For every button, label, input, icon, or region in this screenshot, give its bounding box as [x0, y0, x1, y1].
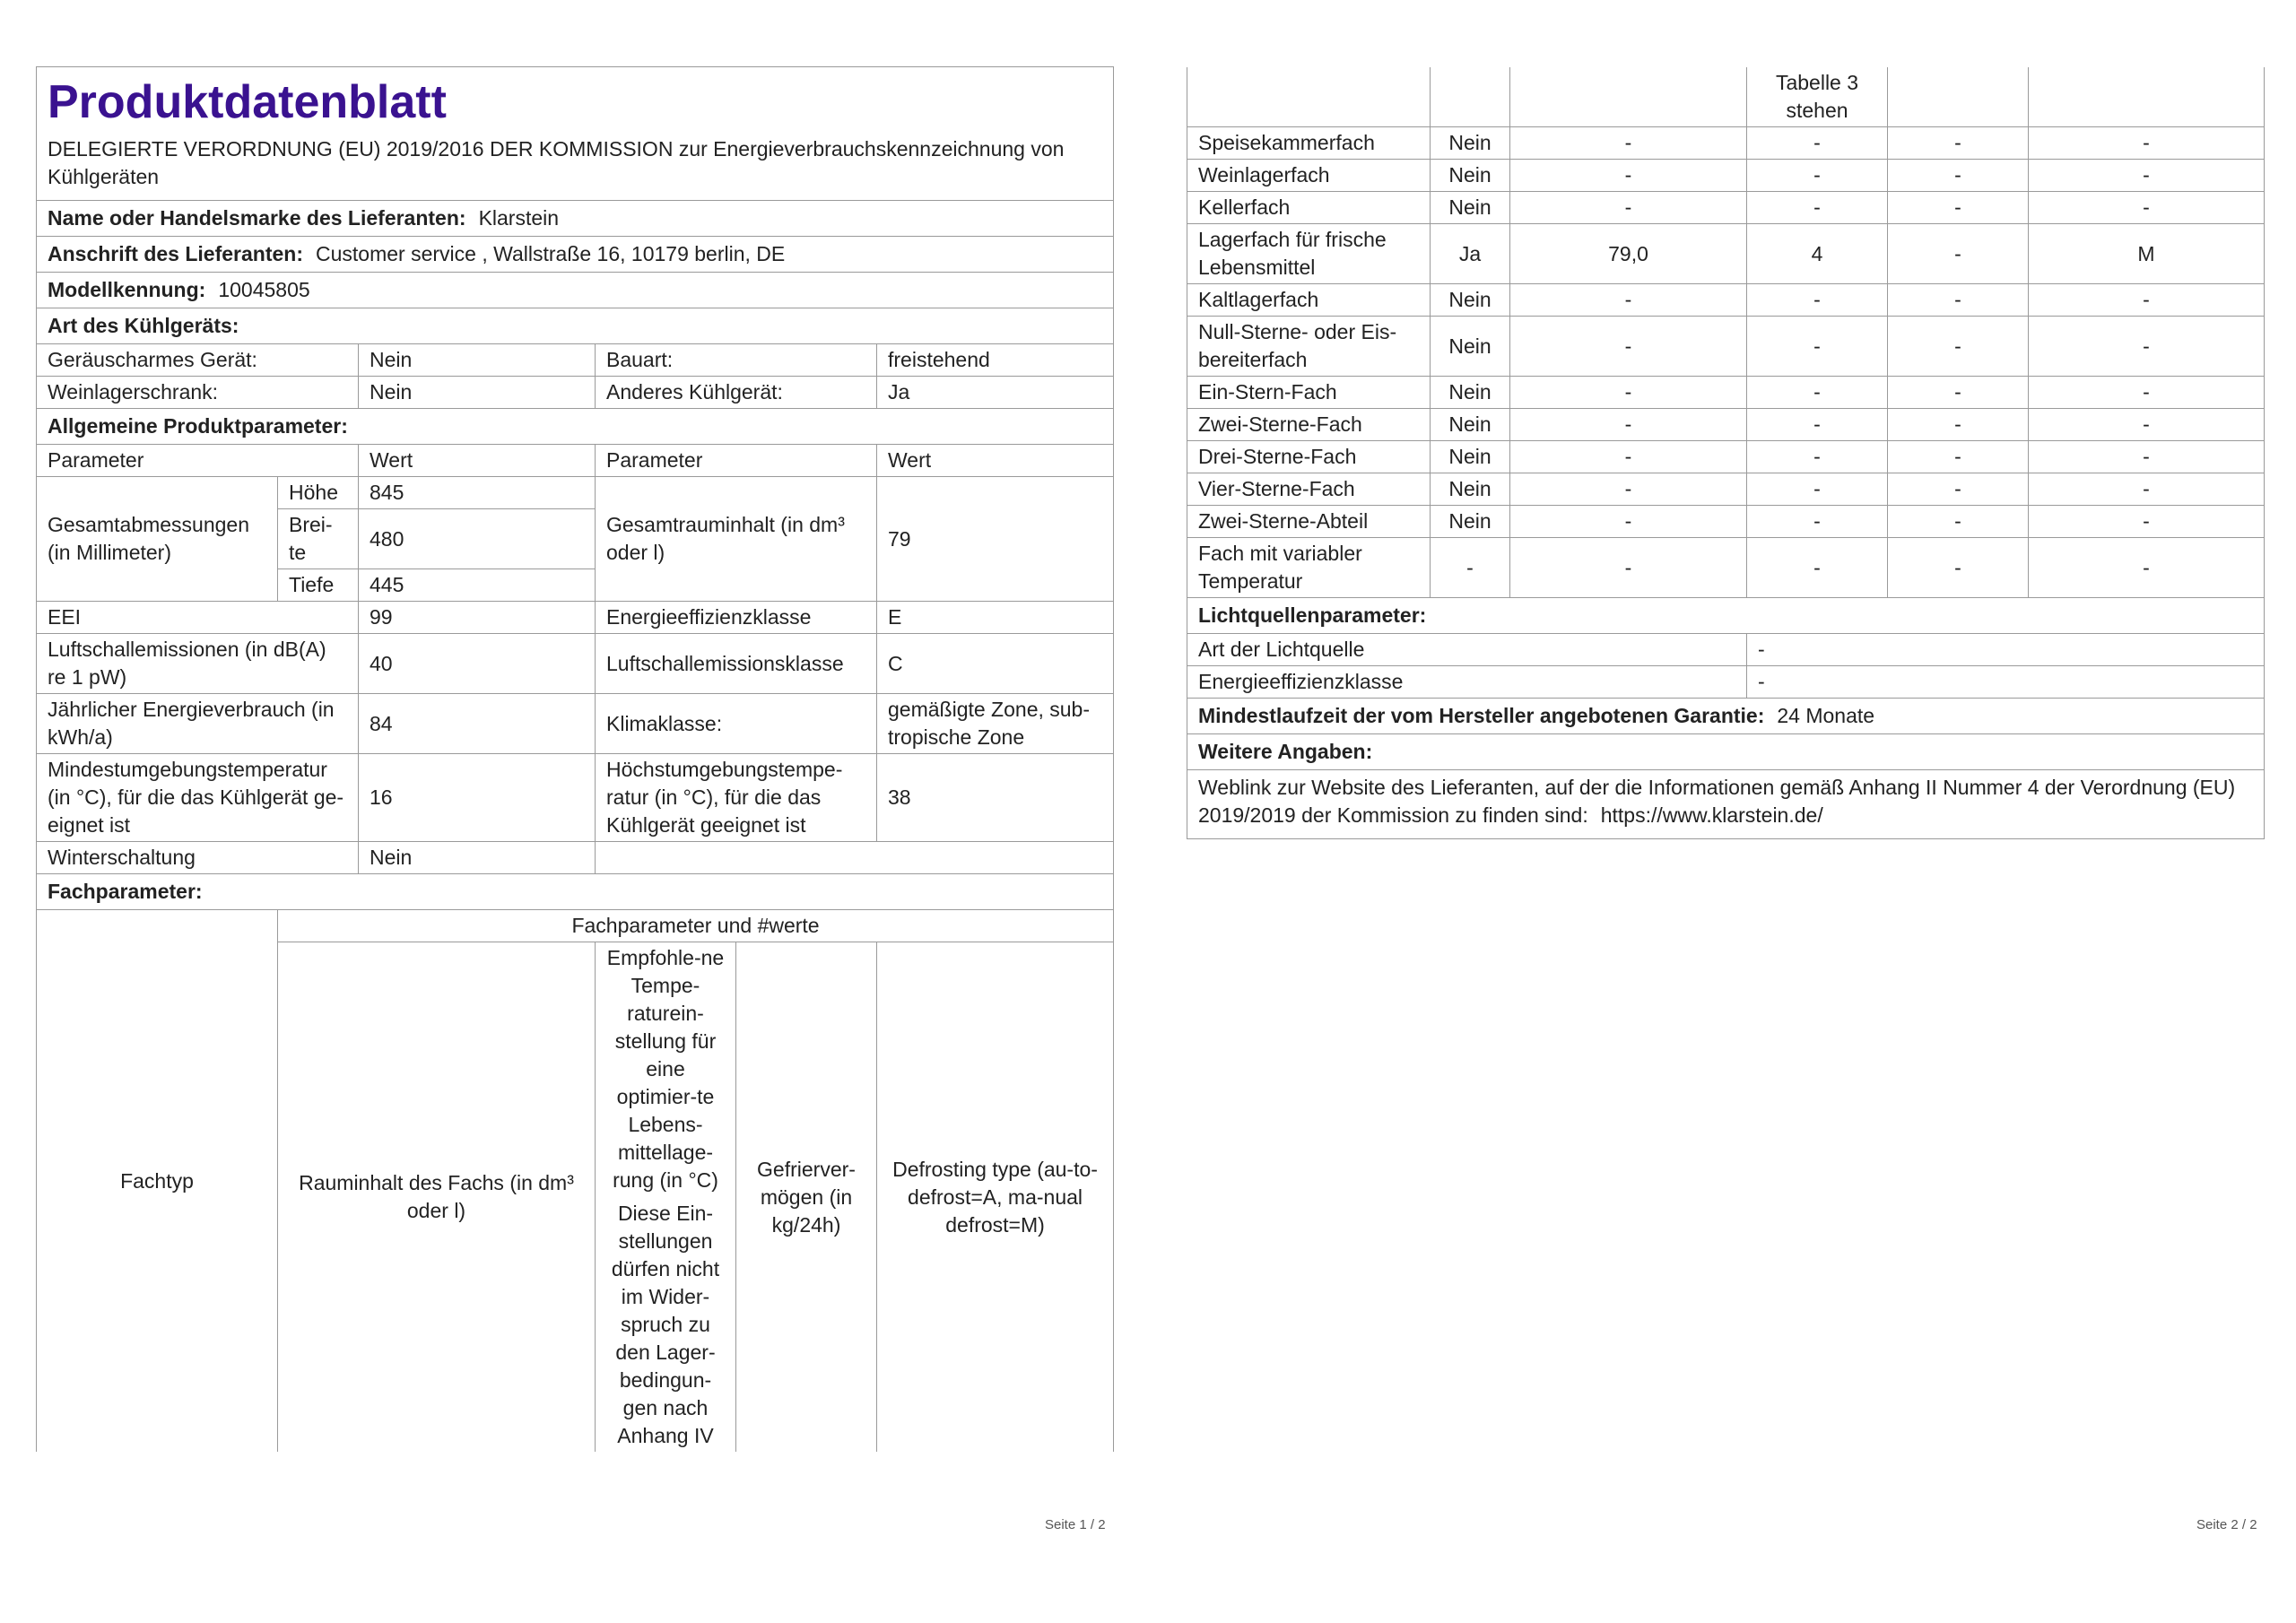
- compartment-freeze: -: [1888, 506, 2029, 538]
- compartment-rows: [1187, 127, 2265, 598]
- param-value: C: [877, 634, 1114, 694]
- model-value: 10045805: [218, 278, 310, 301]
- param-label: Klimaklasse:: [596, 694, 877, 754]
- compartment-name: Kaltlagerfach: [1187, 284, 1431, 317]
- temp-header-line-b: Diese Ein-stellungen dürfen nicht im Wider-spruch zu den Lager-bedingun-gen nach Anhang IV: [611, 1202, 720, 1447]
- type-value-2: Ja: [877, 377, 1114, 409]
- compartment-temp: 4: [1747, 224, 1888, 284]
- page-title: Produktdatenblatt: [48, 76, 447, 128]
- compartment-row: [1187, 192, 2265, 224]
- type-value-1: Nein: [359, 377, 596, 409]
- compartment-row: [1187, 160, 2265, 192]
- compartment-temp: -: [1747, 538, 1888, 598]
- compartment-present: Nein: [1431, 160, 1510, 192]
- dimensions-label: Gesamtabmessungen (in Millimeter): [37, 477, 278, 602]
- compartment-defrost: -: [2029, 284, 2265, 317]
- param-row: [37, 754, 1114, 842]
- param-value: 40: [359, 634, 596, 694]
- light-row: [1187, 634, 2265, 666]
- width-value: 480: [359, 509, 596, 569]
- param-label: EEI: [37, 602, 359, 634]
- compartment-defrost: -: [2029, 127, 2265, 160]
- empty-cell: [596, 842, 1114, 874]
- width-label: Brei-te: [278, 509, 359, 569]
- compartment-defrost: -: [2029, 317, 2265, 377]
- param-row: [37, 694, 1114, 754]
- compartment-heading: Fachparameter:: [37, 874, 1114, 910]
- param-value: 38: [877, 754, 1114, 842]
- datasheet-page-1: [36, 66, 1113, 1453]
- param-label: Mindestumgebungstemperatur (in °C), für die das Kühlgerät ge-eignet ist: [37, 754, 359, 842]
- compartment-name: Drei-Sterne-Fach: [1187, 441, 1431, 473]
- param-label: Luftschallemissionen (in dB(A) re 1 pW): [37, 634, 359, 694]
- compartment-volume: -: [1510, 506, 1747, 538]
- type-label-2: Bauart:: [596, 344, 877, 377]
- temp-header-line-a: Empfohle-ne Tempe-raturein-stellung für eine optimier-te Lebens-mittellage-rung (in °C): [606, 946, 725, 1192]
- light-heading: Lichtquellenparameter:: [1187, 598, 2265, 634]
- light-label: Energieeffizienzklasse: [1187, 666, 1747, 699]
- compartment-present: Nein: [1431, 473, 1510, 506]
- compartment-temp: -: [1747, 317, 1888, 377]
- compartment-volume: -: [1510, 284, 1747, 317]
- height-value: 845: [359, 477, 596, 509]
- light-value: -: [1747, 634, 2265, 666]
- winter-value: Nein: [359, 842, 596, 874]
- param-value: 99: [359, 602, 596, 634]
- compartment-present: Ja: [1431, 224, 1510, 284]
- compartment-present: Nein: [1431, 317, 1510, 377]
- page-number-1: Seite 1 / 2: [1045, 1517, 1106, 1532]
- compartment-freeze: -: [1888, 284, 2029, 317]
- light-row: [1187, 666, 2265, 699]
- compartment-volume: -: [1510, 441, 1747, 473]
- compartment-freeze: -: [1888, 127, 2029, 160]
- compartment-name: Zwei-Sterne-Fach: [1187, 409, 1431, 441]
- light-label: Art der Lichtquelle: [1187, 634, 1747, 666]
- depth-value: 445: [359, 569, 596, 602]
- compartment-name: Speisekammerfach: [1187, 127, 1431, 160]
- weblink-text: Weblink zur Website des Lieferanten, auf der die Informationen gemäß Anhang II Nummer 4 der Verordnung (EU) 2019/2019 der Kommission zu finden sind:: [1198, 776, 2236, 827]
- param-header-row: [37, 445, 1114, 477]
- model-row: [37, 273, 1114, 308]
- compartment-defrost: -: [2029, 506, 2265, 538]
- compartment-defrost: -: [2029, 538, 2265, 598]
- compartment-freeze: -: [1888, 224, 2029, 284]
- param-value: E: [877, 602, 1114, 634]
- compartment-name: Zwei-Sterne-Abteil: [1187, 506, 1431, 538]
- volume-col-header: Rauminhalt des Fachs (in dm³ oder l): [278, 942, 596, 1453]
- compartment-volume: 79,0: [1510, 224, 1747, 284]
- winter-label: Winterschaltung: [37, 842, 359, 874]
- compartment-defrost: -: [2029, 377, 2265, 409]
- compartment-freeze: -: [1888, 538, 2029, 598]
- compartment-temp: -: [1747, 192, 1888, 224]
- compartment-freeze: -: [1888, 377, 2029, 409]
- compartment-temp: -: [1747, 127, 1888, 160]
- compartment-row: [1187, 538, 2265, 598]
- value-col-header: Wert: [359, 445, 596, 477]
- compartment-name: Vier-Sterne-Fach: [1187, 473, 1431, 506]
- compartment-name: Fach mit variabler Temperatur: [1187, 538, 1431, 598]
- empty-cell: [1431, 67, 1510, 127]
- compartment-row: [1187, 224, 2265, 284]
- compartment-present: Nein: [1431, 506, 1510, 538]
- defrost-col-header: Defrosting type (au-to-defrost=A, ma-nual defrost=M): [877, 942, 1114, 1453]
- compartment-temp: -: [1747, 160, 1888, 192]
- compartment-freeze: -: [1888, 473, 2029, 506]
- empty-cell: [1187, 67, 1431, 127]
- compartment-volume: -: [1510, 377, 1747, 409]
- weblink-url[interactable]: https://www.klarstein.de/: [1600, 803, 1823, 827]
- page-break-mask: [32, 1452, 1117, 1456]
- compartment-name: Null-Sterne- oder Eis-bereiterfach: [1187, 317, 1431, 377]
- general-heading: Allgemeine Produktparameter:: [37, 409, 1114, 445]
- type-value-1: Nein: [359, 344, 596, 377]
- param-value: 16: [359, 754, 596, 842]
- address-row: [37, 237, 1114, 273]
- compartment-temp: -: [1747, 441, 1888, 473]
- height-label: Höhe: [278, 477, 359, 509]
- type-label-2: Anderes Kühlgerät:: [596, 377, 877, 409]
- compartment-row: [1187, 473, 2265, 506]
- further-heading: Weitere Angaben:: [1187, 734, 2265, 770]
- compartment-present: Nein: [1431, 409, 1510, 441]
- compartment-present: Nein: [1431, 377, 1510, 409]
- param-row: [37, 602, 1114, 634]
- compartment-present: Nein: [1431, 192, 1510, 224]
- compartment-row: [1187, 127, 2265, 160]
- compartment-volume: -: [1510, 127, 1747, 160]
- warranty-value: 24 Monate: [1777, 704, 1875, 727]
- compartment-volume: -: [1510, 160, 1747, 192]
- datasheet-page-2: [1187, 66, 2264, 839]
- param-col-header: Parameter: [596, 445, 877, 477]
- continued-header-row: [1187, 67, 2265, 127]
- compartment-temp: -: [1747, 409, 1888, 441]
- supplier-value: Klarstein: [478, 206, 560, 230]
- compartment-volume: -: [1510, 192, 1747, 224]
- compartment-volume: -: [1510, 317, 1747, 377]
- volume-value: 79: [877, 477, 1114, 602]
- type-row: [37, 344, 1114, 377]
- page-number-2: Seite 2 / 2: [2196, 1517, 2257, 1532]
- compartment-volume: -: [1510, 473, 1747, 506]
- light-value: -: [1747, 666, 2265, 699]
- type-row: [37, 377, 1114, 409]
- winter-row: [37, 842, 1114, 874]
- compartment-freeze: -: [1888, 317, 2029, 377]
- compartment-defrost: -: [2029, 192, 2265, 224]
- address-value: Customer service , Wallstraße 16, 10179 berlin, DE: [316, 242, 786, 265]
- warranty-row: [1187, 699, 2265, 734]
- address-label: Anschrift des Lieferanten:: [48, 242, 303, 265]
- empty-cell: [1888, 67, 2029, 127]
- compartment-freeze: -: [1888, 441, 2029, 473]
- compartment-temp: -: [1747, 506, 1888, 538]
- compartment-volume: -: [1510, 538, 1747, 598]
- compartment-defrost: -: [2029, 160, 2265, 192]
- volume-label: Gesamtrauminhalt (in dm³ oder l): [596, 477, 877, 602]
- compartment-present: Nein: [1431, 127, 1510, 160]
- compartment-defrost: -: [2029, 409, 2265, 441]
- param-label: Luftschallemissionsklasse: [596, 634, 877, 694]
- compartment-defrost: -: [2029, 441, 2265, 473]
- empty-cell: [1510, 67, 1747, 127]
- compartment-row: [1187, 284, 2265, 317]
- param-label: Höchstumgebungstempe-ratur (in °C), für die das Kühlgerät geeignet ist: [596, 754, 877, 842]
- compartment-freeze: -: [1888, 409, 2029, 441]
- value-col-header: Wert: [877, 445, 1114, 477]
- depth-label: Tiefe: [278, 569, 359, 602]
- freeze-col-header: Gefrierver-mögen (in kg/24h): [736, 942, 877, 1453]
- compartment-row: [1187, 506, 2265, 538]
- compartment-temp: -: [1747, 377, 1888, 409]
- param-row: [37, 634, 1114, 694]
- compartment-group-header: Fachparameter und #werte: [278, 910, 1114, 942]
- param-value: 84: [359, 694, 596, 754]
- supplier-row: [37, 201, 1114, 237]
- type-label-1: Geräuscharmes Gerät:: [37, 344, 359, 377]
- compartment-present: Nein: [1431, 284, 1510, 317]
- compartment-volume: -: [1510, 409, 1747, 441]
- param-label: Energieeffizienzklasse: [596, 602, 877, 634]
- weblink-row: [1187, 770, 2265, 839]
- compartment-row: [1187, 377, 2265, 409]
- temp-col-header: [596, 942, 736, 1453]
- datasheet-table-page-1: [36, 66, 1114, 1453]
- compartment-row: [1187, 441, 2265, 473]
- compartment-temp: -: [1747, 284, 1888, 317]
- type-value-2: freistehend: [877, 344, 1114, 377]
- compartment-present: Nein: [1431, 441, 1510, 473]
- compartment-name: Kellerfach: [1187, 192, 1431, 224]
- compartment-present: -: [1431, 538, 1510, 598]
- compartment-name: Ein-Stern-Fach: [1187, 377, 1431, 409]
- compartment-name: Lagerfach für frische Lebensmittel: [1187, 224, 1431, 284]
- datasheet-table-page-2: [1187, 66, 2265, 839]
- param-col-header: Parameter: [37, 445, 359, 477]
- type-heading: Art des Kühlgeräts:: [37, 308, 1114, 344]
- page-continuation-mask: [1183, 63, 2267, 67]
- compartment-freeze: -: [1888, 160, 2029, 192]
- compartment-defrost: M: [2029, 224, 2265, 284]
- empty-cell: [2029, 67, 2265, 127]
- compartment-name: Weinlagerfach: [1187, 160, 1431, 192]
- continued-fragment: Tabelle 3 stehen: [1747, 67, 1888, 127]
- model-label: Modellkennung:: [48, 278, 206, 301]
- regulation-subtitle: DELEGIERTE VERORDNUNG (EU) 2019/2016 DER KOMMISSION zur Energieverbrauchskennzeichnung von Kühlgeräten: [48, 137, 1065, 188]
- compartment-freeze: -: [1888, 192, 2029, 224]
- compartment-row: [1187, 409, 2265, 441]
- param-label: Jährlicher Energieverbrauch (in kWh/a): [37, 694, 359, 754]
- header-cell: [37, 67, 1114, 201]
- warranty-label: Mindestlaufzeit der vom Hersteller angebotenen Garantie:: [1198, 704, 1765, 727]
- supplier-label: Name oder Handelsmarke des Lieferanten:: [48, 206, 466, 230]
- fachtyp-header: Fachtyp: [37, 910, 278, 1453]
- compartment-defrost: -: [2029, 473, 2265, 506]
- type-label-1: Weinlagerschrank:: [37, 377, 359, 409]
- compartment-temp: -: [1747, 473, 1888, 506]
- param-value: gemäßigte Zone, sub-tropische Zone: [877, 694, 1114, 754]
- compartment-row: [1187, 317, 2265, 377]
